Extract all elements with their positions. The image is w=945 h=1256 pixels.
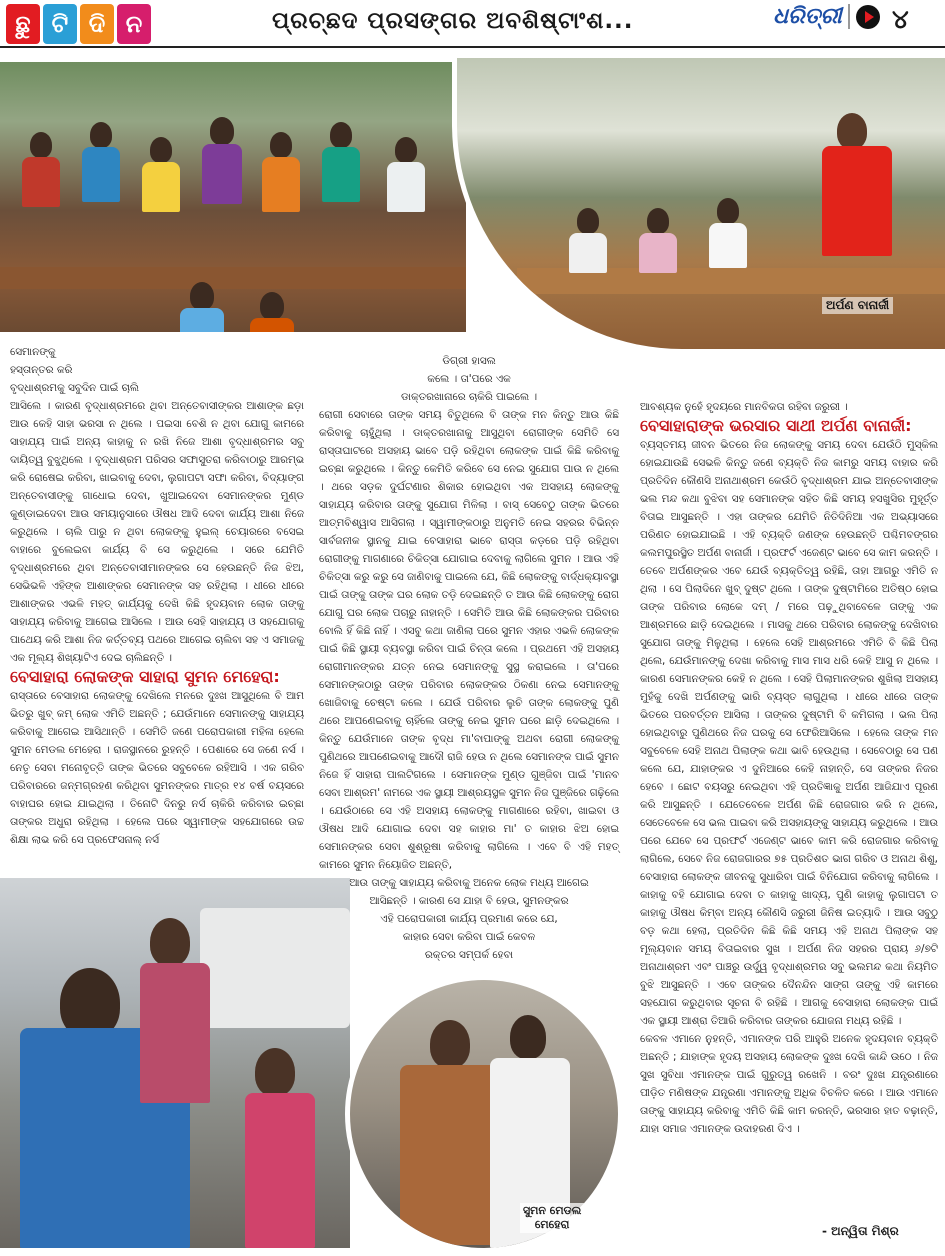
intro-line: ଡାକ୍ତରଖାନାରେ ଚାକିରି ପାଇଲେ । [400,391,538,403]
paragraph: ରୋଗୀ ସେବାରେ ତାଙ୍କ ସମୟ ବିତୁଥିଲେ ବି ତାଙ୍କ ମନ କିନ୍ତୁ ଆଉ କିଛି କରିବାକୁ ଚାହୁଁଥିଲା । ଡାକ୍ତରଖାନାକୁ ଆସୁଥିବା ରୋଗୀଙ୍କ ସେମିତି ସେ ରାସ୍ତାଘାଟରେ ଅସହାୟ ଭାବେ ପଡ଼ି ରହିଥିବା ଲୋକଙ୍କ ପାଇଁ କିଛି କରିବାକୁ ଇଚ୍ଛା କରୁଥିଲେ । କିନ୍ତୁ କେମିତି କରିବେ ସେ ନେଇ ସୁଯୋଗ ପାଉ ନ ଥିଲେ । ଥରେ ସଡ଼କ ଦୁର୍ଘଟଣାର ଶିକାର ହୋଇଥିବା ଏକ ଅସହାୟ ଲୋକଙ୍କୁ ସାହାଯ୍ୟ କରିବାର ତାଙ୍କୁ ସୁଯୋଗ ମିଳିଲା । ବାସ୍ ସେବେଠୁ ତାଙ୍କ ଭିତରେ ଆତ୍ମବିଶ୍ୱାସ ଆସିଗଲା । ସ୍ୱାମୀଙ୍କଠାରୁ ଅନୁମତି ନେଇ ସହରର ବିଭିନ୍ନ ସାର୍ବଜନୀକ ସ୍ଥାନକୁ ଯାଇ ବେସାହାରା ଭାବେ ରାସ୍ତା କଡ଼ରେ ପଡ଼ି ରହିଥିବା ରୋଗୀଙ୍କୁ ମାଗଣାରେ ଚିକିତ୍ସା ଯୋଗାଇ ଦେବାକୁ ଲାଗିଲେ ସୁମନ । ଆଉ ଏହି ଚିକିତ୍ସା କରୁ କରୁ ସେ ଜାଣିବାକୁ ପାଇଲେ ଯେ, କିଛି ଲୋକଙ୍କୁ ବାର୍ଦ୍ଧକ୍ୟାବସ୍ଥା ପାଇଁ ତାଙ୍କୁ ତାଙ୍କ ଘର ଲୋକ ତଡ଼ି ଦେଇଛନ୍ତି ତ ଆଉ କିଛି ଲୋକଙ୍କୁ ରୋଗ ଯୋଗୁ ଘର ଲୋକ ପଚାରୁ ନାହାନ୍ତି । ସେମିତି ଆଉ କିଛି ଲୋକଙ୍କର ପରିବାର ବୋଲି ହିଁ କିଛି ନାହିଁ । ଏସବୁ କଥା ଜାଣିଲା ପରେ ସୁମନ ଏହାର ଏଭଳି ଲୋକଙ୍କ ପାଇଁ କିଛି ସ୍ଥାୟୀ ବ୍ୟବସ୍ଥା କରିବା ପାଇଁ ଚିନ୍ତା କଲେ । ପ୍ରଥମେ ଏହି ଅସହାୟ ରୋଗୀମାନଙ୍କର ଯତ୍ନ ନେଇ ସେମାନଙ୍କୁ ସୁସ୍ଥ କରାଇଲେ । ତା'ପରେ ସେମାନଙ୍କଠାରୁ ତାଙ୍କ ପରିବାର ଲୋକଙ୍କର ଠିକଣା ନେଇ ସେମାନଙ୍କୁ ଖୋଜିବାକୁ ଚେଷ୍ଟା କଲେ । ଯେଉଁ ପରିବାର ଲୁଚି ତାଙ୍କ ଲୋକଙ୍କୁ ପୁଣି ଥରେ ଆପଣେଇବାକୁ ଚାହିଁଲେ ତାଙ୍କୁ ନେଇ ସୁମନ ଘରେ ଛାଡ଼ି ଦେଇଥିଲେ । କିନ୍ତୁ ଯେଉଁମାନେ ତାଙ୍କ ବୃଦ୍ଧ ମା'ବାପାଙ୍କୁ ଅଥବା ରୋଗୀ ଲୋକଙ୍କୁ ପୁଣିଥରେ ଆପଣେଇବାକୁ ଆଦୌ ରାଜି ହେଉ ନ ଥିଲେ ସେମାନଙ୍କ ପାଇଁ ସୁମନ ନିଜେ ହିଁ ସାହାରା ପାଲଟିଗଲେ । ସେମାନଙ୍କ ମୁଣ୍ଡ ଗୁଞ୍ଜିବା ପାଇଁ 'ମାନବ ସେବା ଆଶ୍ରମ' ନାମରେ ଏକ ସ୍ଥାୟୀ ଆଶ୍ରୟସ୍ଥଳ ସୁମନ ନିଜ ପୁଞ୍ଜିରେ ଗଢ଼ିଲେ । ଯେଉଁଠାରେ ସେ ଏହି ଅସହାୟ ଲୋକଙ୍କୁ ମାଗଣାରେ ରହିବା, ଖାଇବା ଓ ଔଷଧ ଆଦି ଯୋଗାଇ ଦେବା ସହ କାହାର ମା' ତ କାହାର ଝିଅ ହୋଇ ସେମାନଙ୍କର ସେବା ଶୁଶ୍ରୂଷା କରିବାକୁ ଲାଗିଲେ । ଏବେ ବି ଏହି ମହତ୍ କାମରେ ସୁମନ ନିୟୋଜିତ ଅଛନ୍ତି, [319,409,619,871]
intro-line: ବୃଦ୍ଧାଶ୍ରମକୁ ସବୁଦିନ ପାଇଁ ଚାଲି [10,382,139,394]
closing-line: ଆସିଛନ୍ତି । କାରଣ ସେ ଯାହା ବି ହେଉ, ସୁମନଙ୍କର [369,895,569,907]
children-group-photo [0,62,466,332]
paragraph: କେବଳ ଏମାନେ ନୁହନ୍ତି, ଏମାନଙ୍କ ପରି ଆହୁରି ଅନେକ ହୃଦୟବାନ ବ୍ୟକ୍ତି ଅଛନ୍ତି ; ଯାହାଙ୍କ ହୃଦୟ ଅସହାୟ ଲୋକଙ୍କ ଦୁଃଖ ଦେଖି କାନ୍ଦି ଉଠେ । ନିଜ ସୁଖ ସୁବିଧା ଏମାନଙ୍କ ପାଇଁ ଗୁରୁତ୍ୱ ରଖେନି । ବରଂ ଦୁଃଖ ଯନ୍ତ୍ରଣାରେ ପୀଡ଼ିତ ମଣିଷଙ୍କ ଯନ୍ତ୍ରଣା ଏମାନଙ୍କୁ ଅଧିକ ବିଚଳିତ କରେ । ଆଉ ଏମାନେ ତାଙ୍କୁ ସାହାଯ୍ୟ କରିବାକୁ ଏମିତି କିଛି କାମ କରନ୍ତି, ଭରସାର ହାତ ବଢ଼ାନ୍ତି, ଯାହା ସମାଜ ଏମାନଙ୍କ ଉଦାହରଣ ଦିଏ । [640,1033,938,1135]
intro-line: ସେମାନଙ୍କୁ [10,346,56,358]
newspaper-logo [773,4,880,29]
intro-line: ଡିଗ୍ରୀ ହାସଲ [442,355,496,367]
author-byline: - ଅନ୍ୱିତା ମିଶ୍ର [822,1224,899,1238]
paragraph: ଆସିଲେ । କାରଣ ବୃଦ୍ଧାଶ୍ରମରେ ଥିବା ଅନ୍ତେବାସୀଙ୍କର ଆଶାଙ୍କ ଛଡ଼ା ଆଉ କେହି ସାହା ଭରସା ନ ଥିଲେ । ପଇସା ବେଶି ନ ଥିବା ଯୋଗୁ କାମରେ ସାହାଯ୍ୟ ପାଇଁ ଅନ୍ୟ କାହାକୁ ନ ରଖି ନିଜେ ଆଶା ବୃଦ୍ଧାଶ୍ରମର ସବୁ ଦାୟିତ୍ୱ ବୁଝୁଥିଲେ । ବୃଦ୍ଧାଶ୍ରମ ପରିସର ସଫାସୁତରା କରିବାଠାରୁ ଆରମ୍ଭ କରି ରୋଷେଇ କରିବା, ଖାଇବାକୁ ଦେବା, ଲୁଗାପଟା ସଫା କରିବା, ବିଦ୍ୟାଙ୍ଗ ଅନ୍ତେବାସୀଙ୍କୁ ଗାଧୋଇ ଦେବା, ଖୁଆଇଦେବା ସେମାନଙ୍କର ମୁଣ୍ଡ କୁଣ୍ଡାଇଦେବା ଆଉ ସମୟାନୁସାରେ ଔଷଧ ଆଦି ଦେବା କାର୍ଯ୍ୟ ଆଶା ନିଜେ କରୁଥିଲେ । ଚାଲି ପାରୁ ନ ଥିବା ଲୋକଙ୍କୁ ହୁଇଲ୍ ଚେୟାରରେ ବସେଇ ବାହାରେ ବୁଲେଇବା କାର୍ଯ୍ୟ ବି ସେ କରୁଥିଲେ । ସରେ ଯେମିତି ବୃଦ୍ଧାଶ୍ରମରେ ଥିବା ଅନ୍ତେବାସୀମାନଙ୍କର ସେ ହେଉଛନ୍ତି ନିଜ ଝିଅ, ସେଭିଭଳି ଏହିଙ୍କ ଆଶାଙ୍କର ସେମାନଙ୍କ ସହ ରହିଥିଲା । ଧୀରେ ଧୀରେ ଆଶାଙ୍କର ଏଭଳି ମହତ୍ କାର୍ଯ୍ୟକୁ ଦେଖି କିଛି ହୃଦୟବାନ ଲୋକ ତାଙ୍କୁ ସାହାଯ୍ୟ କରିବାକୁ ଆଗେଇ ଆସିଲେ । ଆଉ ସେହି ସାହାଯ୍ୟ ଓ ସହଯୋଗକୁ ପାଥେୟ କରି ଆଶା ନିଜ କର୍ତ୍ତବ୍ୟ ପଥରେ ଆଗେଇ ଚାଲିବା ସହ ଏ ସମାଜକୁ ଏକ ମୂଲ୍ୟ ଶିଖ୍ୟାଟିଏ ଦେଇ ଚାଲିଛନ୍ତି । [10,400,304,664]
intro-line: କଲେ । ତା'ପରେ ଏକ [427,373,511,385]
bench [0,267,466,289]
closing-line: ଏହି ପରୋପକାରୀ କାର୍ଯ୍ୟ ପ୍ରମାଣ କରେ ଯେ, [380,913,558,925]
caption-line: ମେହେରା [534,1218,570,1231]
photo-caption-arpan: ଅର୍ପଣ ବାନାର୍ଜୀ [822,297,893,314]
brand-letter: ନ [117,4,151,44]
page-headline: ପ୍ରଚ୍ଛଦ ପ୍ରସଙ୍ଗର ଅବଶିଷ୍ଟାଂଶ... [272,8,634,34]
subheading-arpan: ବେସାହାରାଙ୍କ ଭରସାର ସାଥୀ ଅର୍ପଣ ବାନାର୍ଜୀ: [640,416,912,435]
paragraph: ବ୍ୟସ୍ତମୟ ଜୀବନ ଭିତରେ ନିଜ ଲୋକଙ୍କୁ ସମୟ ଦେବା ଯେଉଁଠି ମୁସ୍କିଲ ହୋଇଯାଉଛି ସେଭଳି କିନ୍ତୁ ଜଣେ ବ୍ୟକ୍ତି ନିଜ କାମରୁ ସମୟ ବାହାର କରି ପ୍ରତିଦିନ କୌଣସି ଅନାଥାଶ୍ରମ କେଉଁଠି ବୃଦ୍ଧାଶ୍ରମ ଯାଇ ଅନ୍ତେବାସୀଙ୍କ ଭଲ ମନ୍ଦ କଥା ବୁଝିବା ସହ ସେମାନଙ୍କ ସହିତ କିଛି ସମୟ ହସଖୁସିର ମୁହୂର୍ତ୍ତ ବିତାଇ ଆସୁଛନ୍ତି । ଏହା ତାଙ୍କର ଯେମିତି ନିତିଦିନିଆ ଏକ ଅଭ୍ୟାସରେ ପରିଣତ ହୋଇଯାଇଛି । ଏହି ବ୍ୟକ୍ତି ଜଣଙ୍କ ହେଉଛନ୍ତି ପଶ୍ଚିମବଙ୍ଗର କଲମପୁରସ୍ଥିତ ଅର୍ପଣ ବାନାର୍ଜୀ । ପ୍ରଫର୍ଟ ଏଜେଣ୍ଟ ଭାବେ ସେ କାମ କରନ୍ତି । ତେବେ ଅର୍ପଣଙ୍କର ଏବେ ଯେଉଁ ବ୍ୟକ୍ତିତ୍ୱ ରହିଛି, ତାହା ଆଗରୁ ଏମିତି ନ ଥିଲା । ସେ ପିଲାଦିନେ ଖୁବ୍ ଦୁଷ୍ଟ ଥିଲେ । ତାଙ୍କ ଦୁଷ୍ଟାମିରେ ଅତିଷ୍ଠ ହୋଇ ତାଙ୍କ ପରିବାର ଲୋକେ ଦମ୍ / ମରେ ପଢ଼ୁଥିବାବେଳେ ତାଙ୍କୁ ଏକ ଆଶ୍ରମରେ ଛାଡ଼ି ଦେଇଥିଲେ । ମାସକୁ ଥରେ ପରିବାର ଲୋକଙ୍କୁ ଦେଖିବାର ସୁଯୋଗ ତାଙ୍କୁ ମିଳୁଥିଲା । ହେଲେ ସେହି ଆଶ୍ରମରେ ଏମିତି ବି କିଛି ପିଲା ଥିଲେ, ଯେଉଁମାନଙ୍କୁ ଦେଖା କରିବାକୁ ମାସ ମାସ ଧରି କେହି ଆସୁ ନ ଥିଲେ । କାରଣ ସେମାନଙ୍କର କେହି ନ ଥିଲେ । ସେହି ପିଲାମାନଙ୍କର ଶୁଖିଲା ଅସହାୟ ମୁହଁକୁ ଦେଖି ଅର୍ପଣଙ୍କୁ ଭାରି ବ୍ୟସ୍ତ ଲାଗୁଥିଲା । ଧୀରେ ଧୀରେ ତାଙ୍କ ଭିତରେ ପରବର୍ତ୍ତନ ଆସିଲା । ତାଙ୍କର ଦୁଷ୍ଟାମି ବି କମିଗଲା । ଭଲ ପିଲା ହୋଇଥିବାରୁ ପୁଣିଥରେ ନିଜ ଘରକୁ ସେ ଫେରିଆସିଲେ । ହେଲେ ତାଙ୍କ ମନ ସବୁବେଳେ ସେହି ଅନାଥ ପିଲାଙ୍କ କଥା ଭାବି ହେଉଥିଲା । ସେବେଠାରୁ ସେ ପଣ କଲେ ଯେ, ଯାହାଙ୍କର ଏ ଦୁନିଆରେ କେହି ନାହାନ୍ତି, ସେ ତାଙ୍କର ନିଜର ହେବେ । ଛୋଟ ବୟସରୁ ନେଇଥିବା ଏହି ପ୍ରତିଜ୍ଞାକୁ ଅର୍ପଣ ଆଜିଯାଏ ପୂରଣ କରି ଆସୁଛନ୍ତି । ଯେତେବେଳେ ଅର୍ପଣ କିଛି ରୋଜଗାର କରି ନ ଥିଲେ, ସେତେବେଳେ ସେ ଭଲ ପାଇବା କରି ଅସହାୟଙ୍କୁ ସାହାଯ୍ୟ କରୁଥିଲେ । ଆଉ ପରେ ଯେବେ ସେ ପ୍ରଫର୍ଟ ଏଜେଣ୍ଟ ଭାବେ କାମ କରି ରୋଜଗାର କରିବାକୁ ଲାଗିଲେ, ସେବେ ନିଜ ରୋଜଗାରର ୭୫ ପ୍ରତିଶତ ଭାଗ ଗରିବ ଓ ଅନାଥ ଶିଶୁ, ବେସାହାରା ଲୋକଙ୍କ ଜୀବନକୁ ସୁଧାରିବା ପାଇଁ ବିନିଯୋଗ କରିବାକୁ ଲାଗିଲେ । କାହାକୁ ବହି ଯୋଗାଇ ଦେବା ତ କାହାକୁ ଖାଦ୍ୟ, ପୁଣି କାହାକୁ ଲୁଗାପଟା ତ କାହାକୁ ଔଷଧ କିମ୍ବା ଅନ୍ୟ କୌଣସି ଜରୁରୀ ଜିନିଷ ଇତ୍ୟାଦି । ଆଉ ସବୁଠୁ ବଡ଼ କଥା ହେଲା, ପ୍ରତିଦିନ କିଛି କିଛି ସମୟ ଏହି ଅନାଥ ପିଲାଙ୍କ ସହ ମୂଲ୍ୟବାନ ସମୟ ବିତାଇବାର ସୁଖ । ଅର୍ପଣ ନିଜ ସହରର ପ୍ରାୟ ୬/୭ଟି ଅନାଥାଶ୍ରମ ଏବଂ ପାଞ୍ଚରୁ ଉର୍ଦ୍ଧ୍ୱ ବୃଦ୍ଧାଶ୍ରମର ସବୁ ଭଲମନ୍ଦ କଥା ନିୟମିତ ବୁଝି ଆସୁଛନ୍ତି । ଏବେ ତାଙ୍କର ଦୈନନ୍ଦିନ ସାଙ୍ଗ ତାଙ୍କୁ ଏହି କାମରେ ସହଯୋଗ କରୁଥିବାର ସୂଚନା ବି ରହିଛି । ଆଗକୁ ବେସାହାରା ଲୋକଙ୍କ ପାଇଁ ଏକ ସ୍ଥାୟୀ ଆଶ୍ରା ତିଆରି କରିବାର ତାଙ୍କର ଯୋଜନା ମଧ୍ୟ ରହିଛି । [640,439,938,1027]
article-column-2 [319,352,619,964]
article-column-3 [640,398,938,1138]
closing-line: ରକ୍ତର ସମ୍ପର୍କ ହେବା [424,949,514,961]
closing-line: କାହାର ସେବା କରିବା ପାଇଁ କେବଳ [402,931,536,943]
subheading-suman: ବେସାହାରା ଲୋକଙ୍କ ସାହାରା ସୁମନ ମେହେରା: [10,667,280,686]
paragraph: ଆବଶ୍ୟକ ନୁହେଁ ହୃଦୟରେ ମାନବିକତା ରହିବା ଜରୁରୀ । [640,401,848,413]
article-column-1 [10,343,304,849]
photo-caption-suman [520,1203,584,1233]
paragraph: ରାସ୍ତାରେ ବେସାହାରା ଲୋକଙ୍କୁ ଦେଖିଲେ ମନରେ ଦୁଃଖ ଆସୁଥିଲେ ବି ଆମ ଭିତରୁ ଖୁବ୍ କମ୍ ଲୋକ ଏମିତି ଅଛନ୍ତି ; ଯେଉଁମାନେ ସେମାନଙ୍କୁ ସାହାଯ୍ୟ କରିବାକୁ ଆଗେଇ ଆସିଥାନ୍ତି । ସେମିତି ଜଣେ ପରୋପକାରୀ ମହିଳା ହେଲେ ସୁମନ ମେଡଲ ମେହେରା । ରାଜସ୍ଥାନରେ ରୁହନ୍ତି । ପେଶାରେ ସେ ଜଣେ ନର୍ସ । ନେତୃ ସେବା ମନୋବୃତ୍ତି ତାଙ୍କ ଭିତରେ ସବୁବେଳେ ରହିଆସି । ଏକ ଗରିବ ପରିବାରରେ ଜନ୍ମଗ୍ରହଣ କରିଥିବା ସୁମନଙ୍କର ମାତ୍ର ୧୪ ବର୍ଷ ବୟସରେ ବାହାଘର ହୋଇ ଯାଇଥିଲା । ତିନୋଟି ଦିନରୁ ନର୍ସ ଚାକିରି କରିବାର ଇଚ୍ଛା ତାଙ୍କର ଅଧୁରା ରହିଥିଲା । ହେଲେ ପରେ ସ୍ୱାମୀଙ୍କ ସହଯୋଗରେ ଉଚ୍ଚ ଶିକ୍ଷା ଲାଭ କରି ସେ ପ୍ରଫେସନାଲ୍ ନର୍ସ [10,690,304,846]
intro-line: ହସ୍ତାନ୍ତର କରି [10,364,73,376]
caption-line: ସୁମନ ମେଡଲ [523,1204,582,1217]
suman-feeding-children-photo [0,878,350,1248]
brand-letter: ଟି [43,4,77,44]
brand-letter: ଛୁ [6,4,40,44]
page-number: ୪ [892,5,909,35]
closing-line: ଆଉ ତାଙ୍କୁ ସାହାଯ୍ୟ କରିବାକୁ ଅନେକ ଲୋକ ମଧ୍ୟ ଆଗେଇ [349,877,589,889]
newspaper-name: ଧରିତ୍ରୀ [773,4,850,29]
page-header [0,0,945,48]
play-icon [856,5,880,29]
brand-letter: ଦି [80,4,114,44]
section-brand-logo [6,4,151,44]
